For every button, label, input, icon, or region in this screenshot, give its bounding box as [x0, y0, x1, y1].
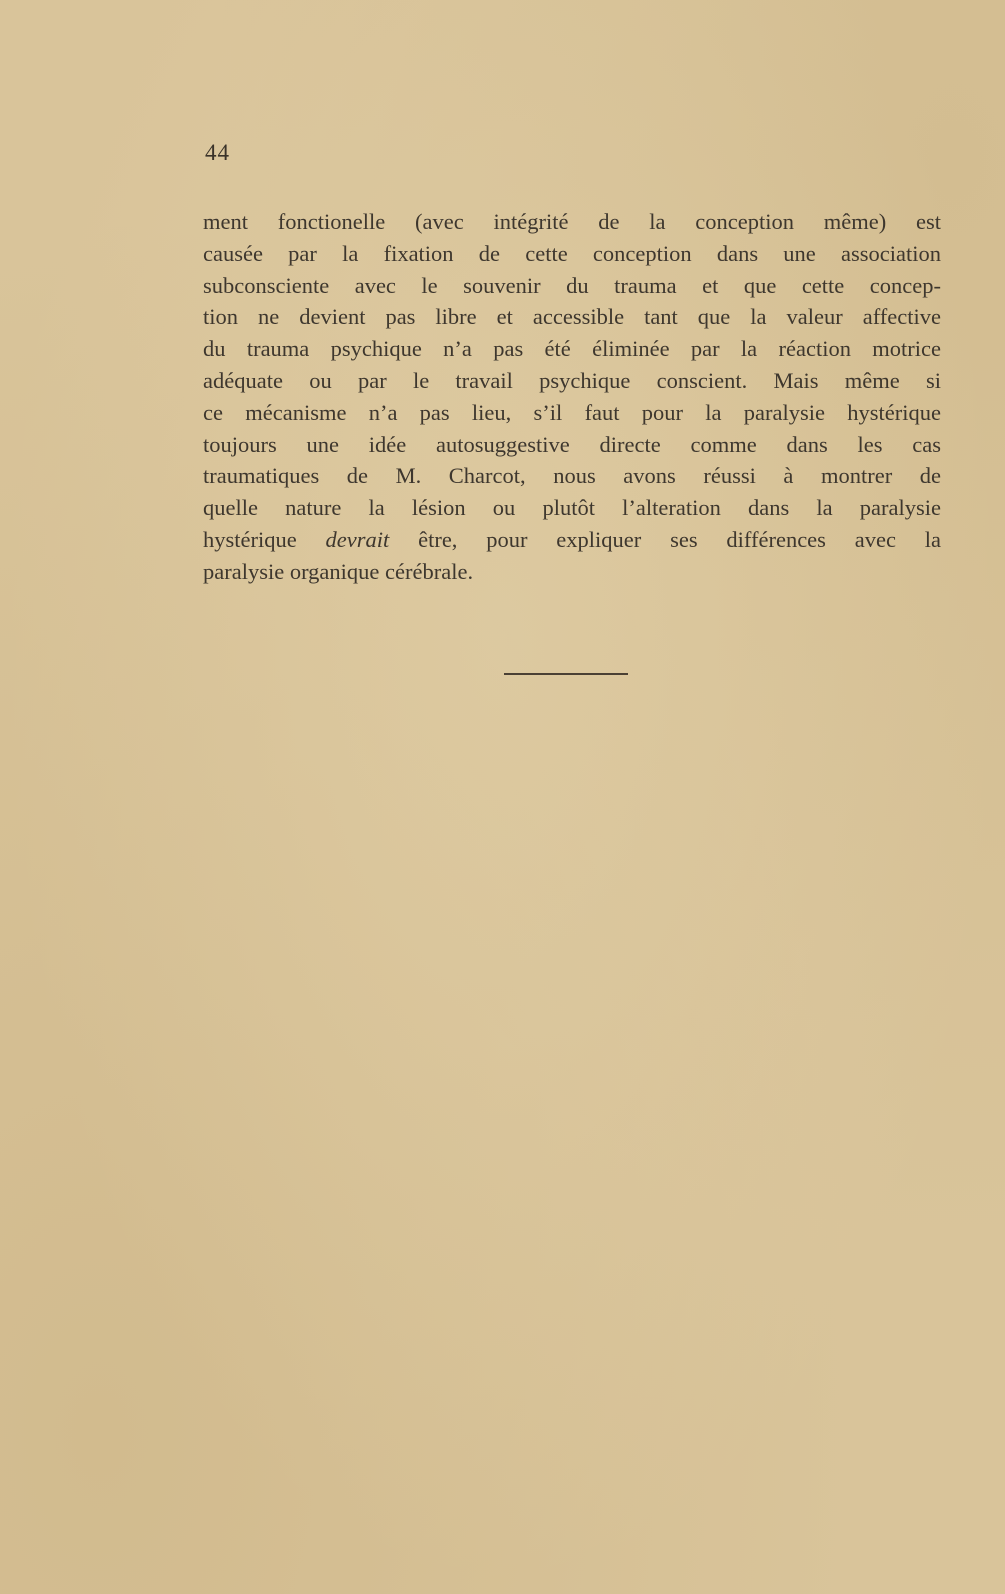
- text-line: ce mécanisme n’a pas lieu, s’il faut pour la paralysie hystérique: [203, 399, 941, 425]
- text-line-last: paralysie organique cérébrale.: [203, 558, 474, 584]
- text-line: ment fonctionelle (avec intégrité de la conception même) est: [203, 209, 941, 234]
- page-number: 44: [205, 140, 230, 165]
- text-line: tion ne devient pas libre et accessible tant que la valeur affective: [203, 304, 941, 330]
- text-line: quelle nature la lésion ou plutôt l’alteration dans la paralysie: [203, 495, 941, 521]
- text-line: du trauma psychique n’a pas été éliminée par la réaction motrice: [203, 336, 941, 362]
- text-line: adéquate ou par le travail psychique conscient. Mais même si: [203, 367, 941, 393]
- text-line: subconsciente avec le souvenir du trauma et que cette concep-: [203, 272, 941, 298]
- text-line-emphasis: [203, 524, 941, 556]
- text-segment: être, pour expliquer ses différences avec la: [418, 526, 941, 552]
- text-segment: hystérique: [203, 526, 297, 552]
- italic-word: devrait: [325, 526, 390, 552]
- text-line: traumatiques de M. Charcot, nous avons réussi à montrer de: [203, 463, 941, 489]
- text-line: toujours une idée autosuggestive directe comme dans les cas: [203, 431, 941, 457]
- section-end-rule: [504, 673, 628, 675]
- body-paragraph: [203, 206, 941, 588]
- text-line: causée par la fixation de cette conception dans une association: [203, 240, 941, 266]
